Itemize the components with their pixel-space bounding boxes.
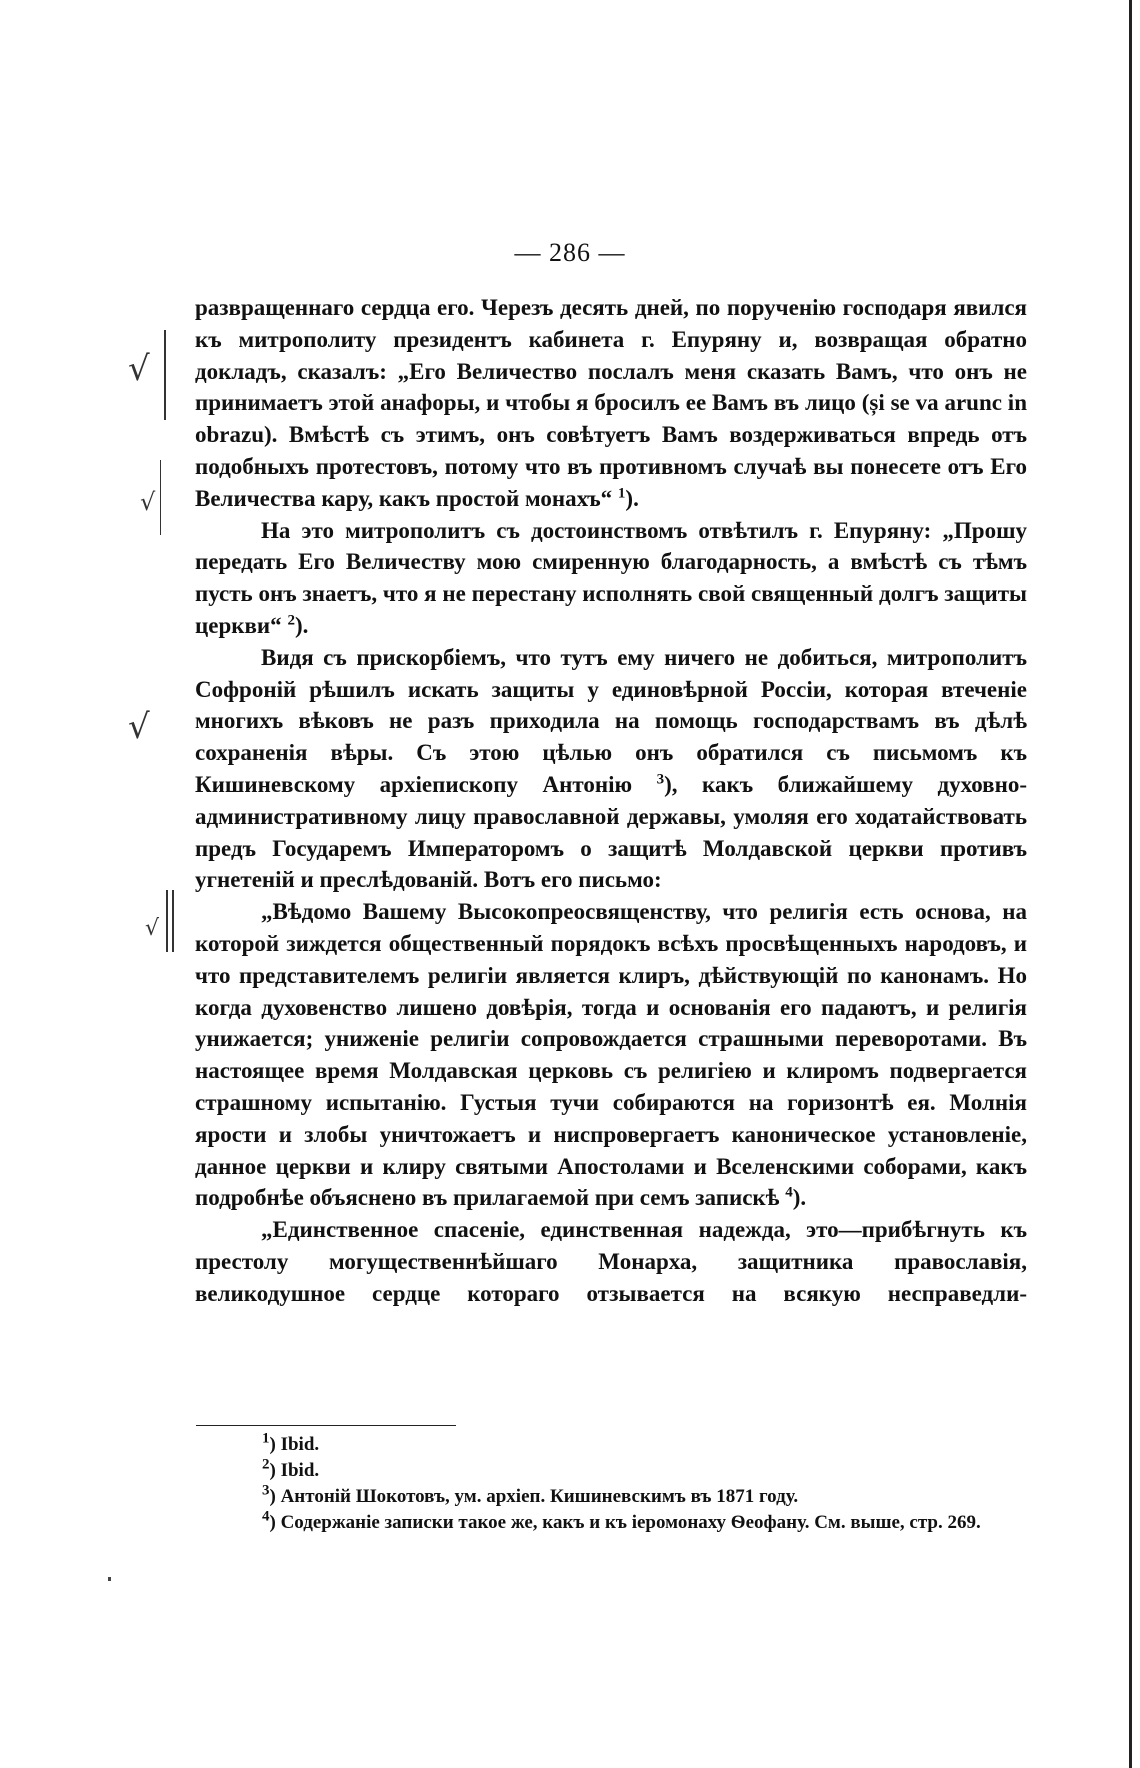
footnote-ref-4: 4 (785, 1184, 793, 1201)
footnote-3: $^3$) Антоній Шокотовъ, ум. архіеп. Кишиневскимъ въ 1871 году. (262, 1482, 799, 1507)
paragraph-1: развращеннаго сердца его. Черезъ десять дней, по порученію господаря явился къ митрополиту президентъ кабинета г. Епуряну и, возвращая обратно докладъ, сказалъ: „Его Величество послалъ меня сказать Вамъ, что онъ не принимаетъ этой анафоры, и чтобы я бросилъ ее Вамъ въ лицо (și se va arunc in obrazu). Вмѣстѣ съ этимъ, онъ совѣтуетъ Вамъ воздерживаться впредь отъ подобныхъ протестовъ, потому что въ противномъ случаѣ вы понесете отъ Его Величества кару, какъ простой монахъ“ $^1$). (195, 295, 1027, 511)
footnotes (196, 1432, 1028, 1536)
margin-check-mark-2: √ (140, 488, 156, 516)
margin-check-mark-3: √ (128, 707, 150, 747)
margin-bar-2 (160, 460, 161, 535)
footnote-ref-1: 1 (617, 485, 626, 502)
paragraph-3: Видя съ прискорбіемъ, что тутъ ему ничего не добиться, митрополитъ Софроній рѣшилъ искать защиты у единовѣрной Россіи, которая втеченіе многихъ вѣковъ не разъ приходила на помощь господарствамъ въ дѣлѣ сохраненія вѣры. Съ этою цѣлью онъ обратился съ письмомъ къ Кишиневскому архіепископу Антонію $^3$), какъ ближайшему духовно-административному лицу православной державы, умоляя его ходатайствовать предъ Государемъ Императоромъ о защитѣ Молдавской церкви противъ угнетеній и преслѣдованій. Вотъ его письмо: (195, 644, 1027, 893)
stray-mark (108, 1577, 111, 1581)
margin-bar-1 (164, 330, 166, 420)
margin-bar-3b (172, 890, 174, 952)
footnote-ref-2: 2 (287, 612, 295, 629)
body-text (195, 292, 1027, 1310)
margin-check-mark-4: √ (145, 916, 160, 941)
paragraph-4: „Вѣдомо Вашему Высокопреосвященству, что религія есть основа, на которой зиждется общественный порядокъ всѣхъ просвѣщенныхъ народовъ, и что представителемъ религіи является клиръ, дѣйствующій по канонамъ. Но когда духовенство лишено довѣрія, тогда и основанія его падаютъ, и религія унижается; униженіе религіи сопровождается страшными переворотами. Въ настоящее время Молдавская церковь съ религіею и клиромъ подвергается страшному испытанію. Густыя тучи собираются на горизонтѣ ея. Молнія ярости и злобы уничтожаетъ и ниспровергаетъ каноническое установленіе, данное церкви и клиру святыми Апостолами и Вселенскими соборами, какъ подробнѣе объяснено въ прилагаемой при семъ запискѣ $^4$). (195, 899, 1027, 1211)
paragraph-2: На это митрополитъ съ достоинствомъ отвѣтилъ г. Епуряну: „Прошу передать Его Величеству мою смиренную благодарность, а вмѣстѣ съ тѣмъ пусть онъ знаетъ, что я не перестану исполнять свой священный долгъ защиты церкви“ $^2$). (195, 517, 1027, 638)
paragraph-5: „Единственное спасеніе, единственная надежда, это—прибѣгнуть къ престолу могущественнѣйшаго Монарха, защитника православія, великодушное сердце котораго отзывается на всякую несправедли- (195, 1217, 1027, 1306)
footnote-divider (196, 1425, 456, 1426)
margin-bar-3a (166, 890, 168, 952)
page-number: — 286 — (514, 238, 626, 267)
footnote-2: $^2$) Ibid. (262, 1456, 320, 1481)
margin-check-mark-1: √ (128, 349, 150, 389)
footnote-4: $^4$) Содержаніе записки такое же, какъ и къ іеромонаху Ѳеофану. См. выше, стр. 269. (262, 1508, 981, 1533)
footnote-1: $^1$) Ibid. (262, 1430, 320, 1455)
footnote-ref-3: 3 (656, 771, 665, 788)
